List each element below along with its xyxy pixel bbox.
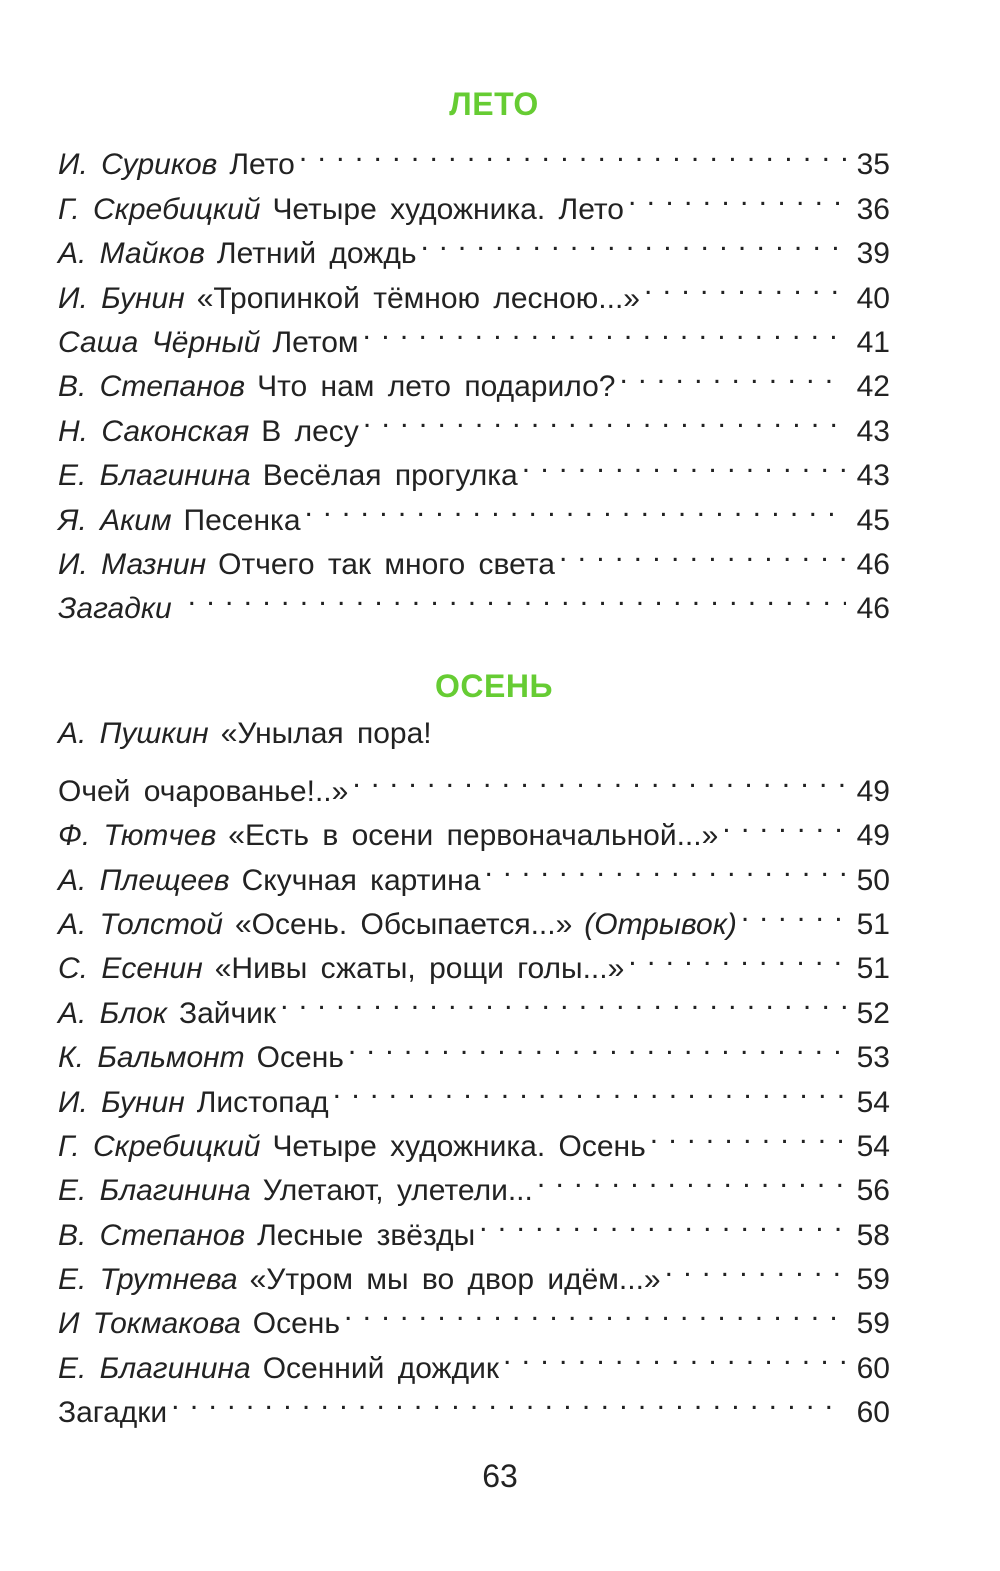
entry-title: «Нивы сжаты, рощи голы...» xyxy=(214,952,625,986)
entry-author: А. Майков xyxy=(58,237,205,271)
entry-author: Саша Чёрный xyxy=(58,325,261,359)
entry-title: Четыре художника. Осень xyxy=(272,1129,646,1163)
dot-leader xyxy=(503,1333,846,1377)
entry-title: Четыре художника. Лето xyxy=(272,192,624,226)
dot-leader xyxy=(299,130,846,174)
dot-leader xyxy=(171,1378,846,1422)
entry-title: Весёлая прогулка xyxy=(262,459,518,493)
entry-page-number: 42 xyxy=(856,370,890,404)
toc-entry xyxy=(58,756,890,808)
entry-title: Отчего так много света xyxy=(218,547,555,581)
entry-author: Н. Саконская xyxy=(58,414,250,448)
entry-page-number: 50 xyxy=(856,863,890,897)
entry-page-number: 45 xyxy=(856,503,890,537)
dot-leader xyxy=(741,890,846,934)
toc-entry xyxy=(58,130,890,182)
entry-page-number: 59 xyxy=(856,1263,890,1297)
entry-author: Ф. Тютчев xyxy=(58,819,217,853)
entry-page-number: 53 xyxy=(856,1041,890,1075)
dot-leader xyxy=(479,1200,846,1244)
section-summer xyxy=(58,78,890,626)
entry-page-number: 52 xyxy=(856,996,890,1030)
entry-title: Летний дождь xyxy=(216,237,417,271)
entry-author: И Токмакова xyxy=(58,1307,241,1341)
dot-leader xyxy=(722,801,846,845)
entry-page-number: 59 xyxy=(856,1307,890,1341)
entry-title: Скучная картина xyxy=(241,863,481,897)
dot-leader xyxy=(305,485,846,529)
dot-leader xyxy=(363,308,846,352)
dot-leader xyxy=(420,219,846,263)
entry-title: «Тропинкой тёмною лесною...» xyxy=(196,281,640,315)
entry-author: Г. Скребицкий xyxy=(58,192,261,226)
entry-author: В. Степанов xyxy=(58,370,246,404)
entry-author: Г. Скребицкий xyxy=(58,1129,261,1163)
dot-leader xyxy=(333,1067,846,1111)
dot-leader xyxy=(188,574,846,618)
dot-leader xyxy=(363,396,846,440)
entry-author: А. Блок xyxy=(58,996,167,1030)
entry-title: Загадки xyxy=(58,1396,168,1430)
entry-title: «Унылая пора! xyxy=(220,717,432,750)
entry-author: Я. Аким xyxy=(58,503,172,537)
summer-entries xyxy=(58,130,890,626)
entry-author: А. Толстой xyxy=(58,907,223,941)
dot-leader xyxy=(280,978,846,1022)
entry-page-number: 51 xyxy=(856,907,890,941)
dot-leader xyxy=(537,1156,846,1200)
entry-author: Е. Благинина xyxy=(58,1351,251,1385)
entry-title: «Утром мы во двор идём...» xyxy=(249,1263,661,1297)
toc-entry xyxy=(58,712,890,756)
toc-entry xyxy=(58,1378,890,1430)
entry-title: Песенка xyxy=(183,503,301,537)
dot-leader xyxy=(348,1023,846,1067)
entry-author: И. Бунин xyxy=(58,1085,185,1119)
dot-leader xyxy=(644,263,846,307)
dot-leader xyxy=(650,1112,846,1156)
entry-title: Листопад xyxy=(196,1085,329,1119)
entry-page-number: 60 xyxy=(856,1396,890,1430)
autumn-entries xyxy=(58,712,890,1430)
entry-title: Лесные звёзды xyxy=(257,1218,476,1252)
dot-leader xyxy=(484,845,846,889)
section-title-summer: ЛЕТО xyxy=(449,86,539,122)
dot-leader xyxy=(628,174,846,218)
entry-title: Осень xyxy=(252,1307,340,1341)
entry-page-number: 54 xyxy=(856,1129,890,1163)
dot-leader xyxy=(628,934,846,978)
dot-leader xyxy=(352,756,846,800)
entry-author: С. Есенин xyxy=(58,952,203,986)
entry-title: В лесу xyxy=(261,414,359,448)
entry-page-number: 35 xyxy=(856,148,890,182)
entry-note: (Отрывок) xyxy=(584,907,737,941)
entry-page-number: 36 xyxy=(856,192,890,226)
entry-author: В. Степанов xyxy=(58,1218,246,1252)
entry-title: Лето xyxy=(229,148,295,182)
entry-title: Улетают, улетели... xyxy=(262,1174,533,1208)
section-autumn xyxy=(58,660,890,1430)
entry-title: «Осень. Обсыпается...» xyxy=(234,907,573,941)
dot-leader xyxy=(619,352,846,396)
section-title-autumn: ОСЕНЬ xyxy=(435,668,553,704)
entry-title: Очей очарованье!..» xyxy=(58,774,349,808)
entry-page-number: 46 xyxy=(856,547,890,581)
dot-leader xyxy=(559,530,846,574)
entry-title: Зайчик xyxy=(178,996,277,1030)
entry-page-number: 39 xyxy=(856,237,890,271)
entry-title: Осень xyxy=(256,1041,344,1075)
entry-author: Е. Трутнева xyxy=(58,1263,238,1297)
entry-page-number: 46 xyxy=(856,592,890,626)
entry-author: Е. Благинина xyxy=(58,1174,251,1208)
entry-page-number: 58 xyxy=(856,1218,890,1252)
entry-page-number: 60 xyxy=(856,1351,890,1385)
entry-title: «Есть в осени первоначальной...» xyxy=(228,819,719,853)
entry-title: Осенний дождик xyxy=(262,1351,500,1385)
entry-title: Что нам лето подарило? xyxy=(257,370,616,404)
entry-author: А. Пушкин xyxy=(58,717,209,750)
entry-page-number: 51 xyxy=(856,952,890,986)
entry-page-number: 41 xyxy=(856,325,890,359)
entry-page-number: 43 xyxy=(856,459,890,493)
entry-author: Е. Благинина xyxy=(58,459,251,493)
entry-page-number: 43 xyxy=(856,414,890,448)
page-number: 63 xyxy=(482,1458,518,1494)
entry-author: К. Бальмонт xyxy=(58,1041,245,1075)
entry-page-number: 40 xyxy=(856,281,890,315)
entry-author: А. Плещеев xyxy=(58,863,230,897)
entry-page-number: 56 xyxy=(856,1174,890,1208)
dot-leader xyxy=(344,1289,846,1333)
entry-page-number: 54 xyxy=(856,1085,890,1119)
entry-author: Загадки xyxy=(58,592,172,626)
entry-title: Летом xyxy=(272,325,359,359)
dot-leader xyxy=(522,441,846,485)
entry-page-number: 49 xyxy=(856,819,890,853)
entry-author: И. Бунин xyxy=(58,281,185,315)
dot-leader xyxy=(665,1245,846,1289)
entry-author: И. Мазнин xyxy=(58,547,207,581)
entry-page-number: 49 xyxy=(856,774,890,808)
entry-author: И. Суриков xyxy=(58,148,218,182)
